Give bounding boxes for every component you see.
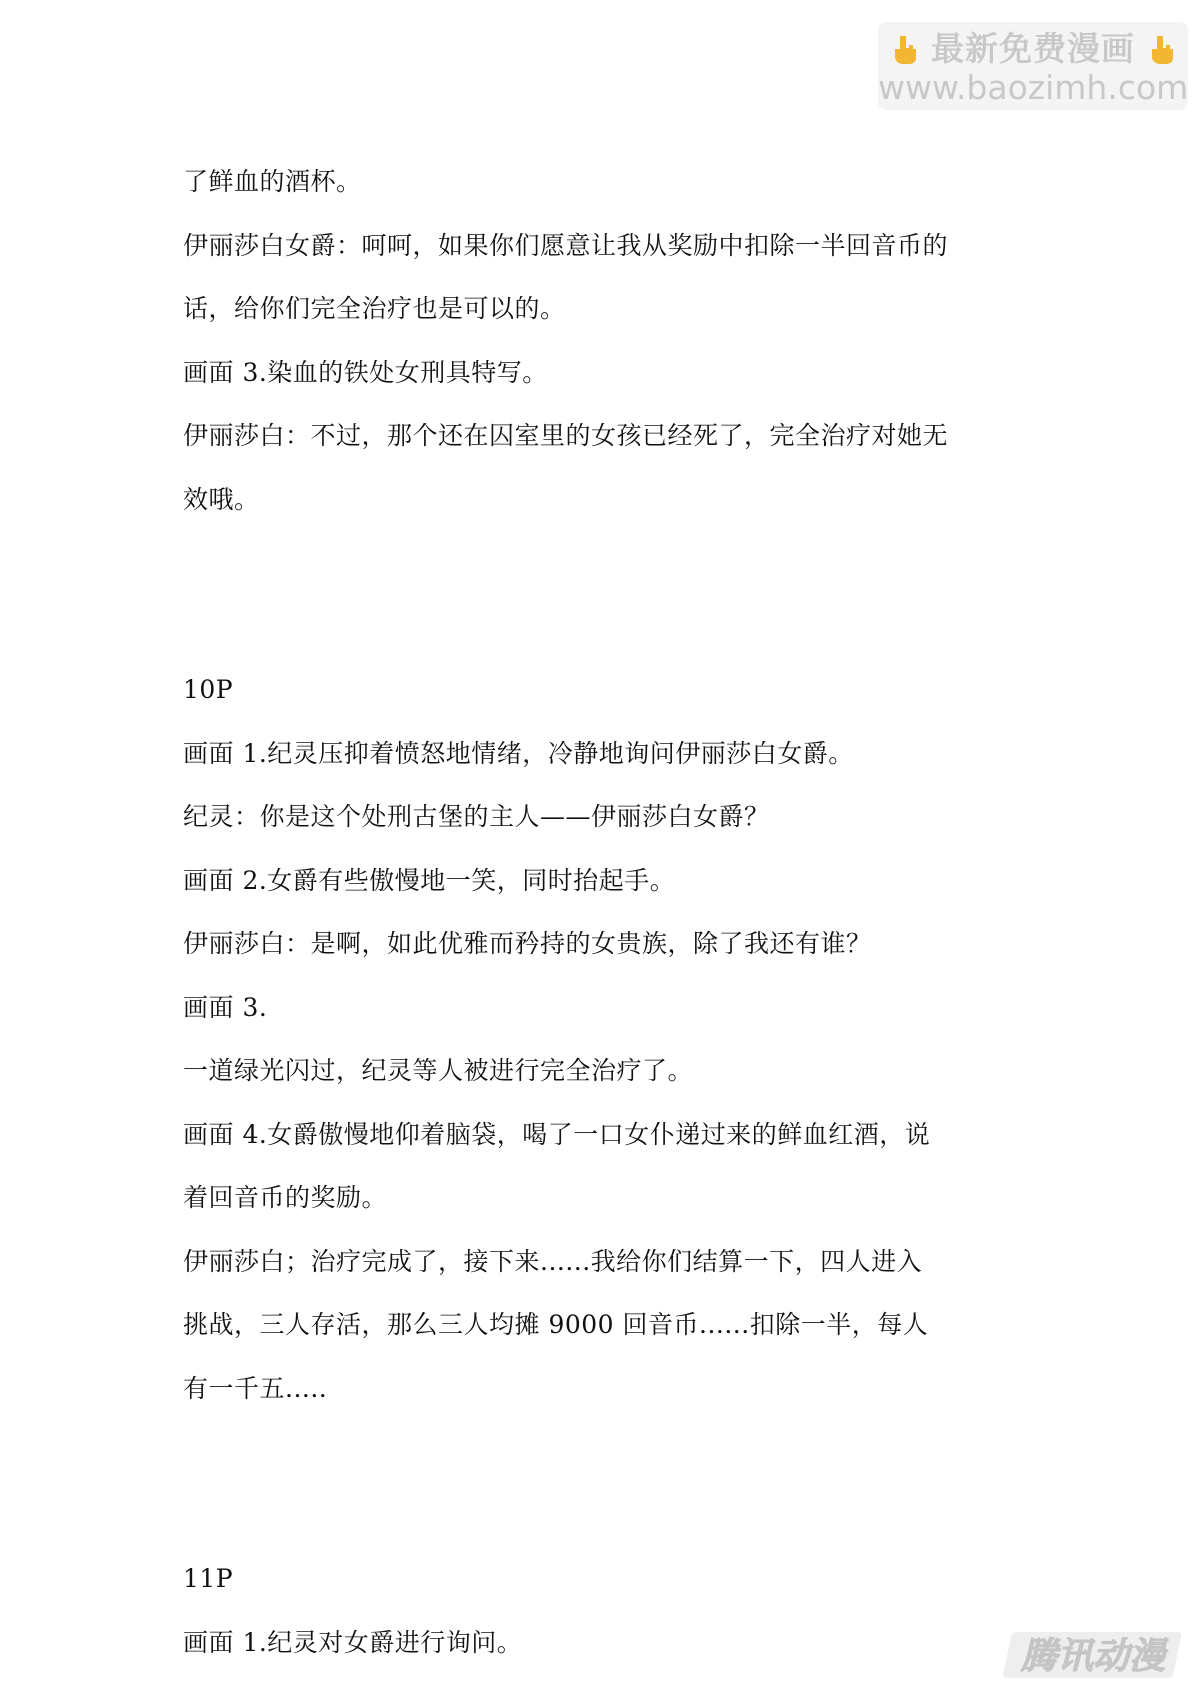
text-line: 画面 1.纪灵对女爵进行询问。 xyxy=(183,1627,523,1657)
text-line: 画面 3. xyxy=(183,992,268,1022)
text-line: 有一千五..... xyxy=(183,1373,328,1403)
page-heading: 11P xyxy=(183,1564,234,1593)
text-line: 画面 4.女爵傲慢地仰着脑袋，喝了一口女仆递过来的鲜血红酒，说 xyxy=(183,1119,931,1149)
text-line: 画面 1.纪灵压抑着愤怒地情绪，冷静地询问伊丽莎白女爵。 xyxy=(183,738,854,768)
watermark-title xyxy=(878,28,1188,70)
blank-line xyxy=(183,531,1043,595)
svg-text:腾讯动漫: 腾讯动漫 xyxy=(1020,1636,1166,1677)
pointing-down-hand-icon xyxy=(891,34,919,64)
text-line: 画面 3.染血的铁处女刑具特写。 xyxy=(183,357,548,387)
text-line: 伊丽莎白：不过，那个还在囚室里的女孩已经死了，完全治疗对她无 xyxy=(183,421,949,450)
watermark-line1: 最新免费漫画 xyxy=(931,29,1135,68)
text-line: 伊丽莎白；治疗完成了，接下来......我给你们结算一下，四人进入 xyxy=(183,1246,923,1276)
text-line: 挑战，三人存活，那么三人均摊 9000 回音币......扣除一半，每人 xyxy=(183,1310,929,1339)
text-line: 话，给你们完全治疗也是可以的。 xyxy=(183,294,566,323)
text-line: 一道绿光闪过，纪灵等人被进行完全治疗了。 xyxy=(183,1056,694,1085)
page-heading: 10P xyxy=(183,675,234,704)
watermark-badge xyxy=(878,22,1188,110)
blank-line xyxy=(183,1420,1043,1484)
blank-line xyxy=(183,595,1043,659)
text-line: 了鲜血的酒杯。 xyxy=(183,167,362,196)
text-line: 画面 2.女爵有些傲慢地一笑，同时抬起手。 xyxy=(183,865,676,895)
text-line: 着回音币的奖励。 xyxy=(183,1183,388,1212)
pointing-down-hand-icon xyxy=(1148,34,1176,64)
blank-line xyxy=(183,1484,1043,1548)
tencent-comic-logo xyxy=(995,1628,1187,1682)
text-line: 效哦。 xyxy=(183,484,260,514)
watermark-url: www.baozimh.com xyxy=(878,68,1189,107)
text-line: 纪灵：你是这个处刑古堡的主人——伊丽莎白女爵？ xyxy=(183,802,770,831)
text-line: 伊丽莎白：是啊，如此优雅而矜持的女贵族，除了我还有谁？ xyxy=(183,929,872,958)
text-line: 伊丽莎白女爵：呵呵，如果你们愿意让我从奖励中扣除一半回音币的 xyxy=(183,230,949,260)
document-body xyxy=(183,150,1043,1674)
